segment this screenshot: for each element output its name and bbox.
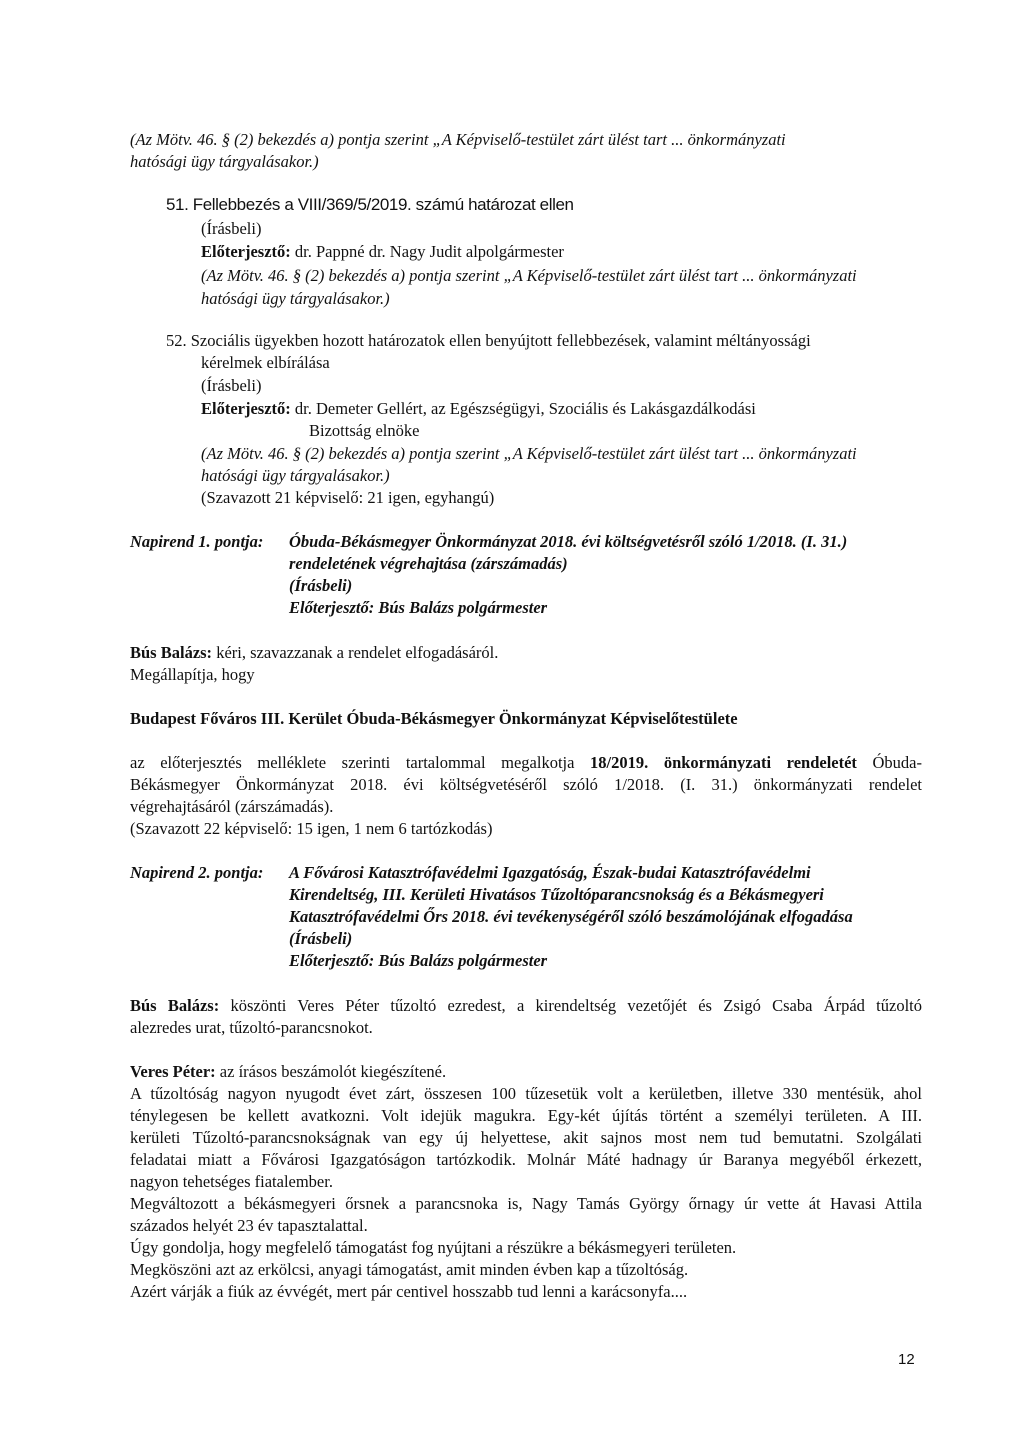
item-51-presenter	[201, 242, 564, 262]
agenda-2-title: A Fővárosi Katasztrófavédelmi Igazgatóság, Észak-budai Katasztrófavédelmi	[289, 863, 811, 882]
agenda-1-title-cont: rendeletének végrehajtása (zárszámadás)	[289, 554, 568, 573]
resolution-number: 18/2019. önkormányzati rendeletét	[590, 753, 857, 772]
agenda-2-written: (Írásbeli)	[289, 929, 353, 948]
item-51-legal-line: hatósági ügy tárgyalásakor.)	[201, 289, 390, 308]
agenda-1-label: Napirend 1. pontja:	[130, 532, 264, 551]
agenda-2-speech-1	[130, 996, 922, 1016]
agenda-2-label: Napirend 2. pontja:	[130, 863, 264, 882]
agenda-1-body: Budapest Főváros III. Kerület Óbuda-Békásmegyer Önkormányzat Képviselőtestülete	[130, 709, 738, 728]
item-52-legal-line: (Az Mötv. 46. § (2) bekezdés a) pontja szerint „A Képviselő-testület zárt ülést tart ... önkormányzati	[201, 444, 857, 463]
agenda-1-vote: (Szavazott 22 képviselő: 15 igen, 1 nem 6 tartózkodás)	[130, 819, 493, 838]
legal-reference-line: hatósági ügy tárgyalásakor.)	[130, 152, 319, 171]
agenda-2-title-cont: Katasztrófavédelmi Őrs 2018. évi tevékenységéről szóló beszámolójának elfogadása	[289, 907, 853, 926]
agenda-1-title: Óbuda-Békásmegyer Önkormányzat 2018. évi költségvetésről szóló 1/2018. (I. 31.)	[289, 532, 848, 551]
legal-reference-line: (Az Mötv. 46. § (2) bekezdés a) pontja szerint „A Képviselő-testület zárt ülést tart ... önkormányzati	[130, 130, 786, 149]
resolution-text: az előterjesztés melléklete szerinti tartalommal megalkotja	[130, 753, 591, 772]
item-52-title-cont: kérelmek elbírálása	[201, 353, 330, 372]
presenter-label: Előterjesztő:	[201, 399, 291, 418]
item-52-presenter	[201, 399, 756, 419]
resolution-line: végrehajtásáról (zárszámadás).	[130, 797, 334, 816]
agenda-1-finding: Megállapítja, hogy	[130, 665, 255, 684]
item-51-legal-line: (Az Mötv. 46. § (2) bekezdés a) pontja szerint „A Képviselő-testület zárt ülést tart ... önkormányzati	[201, 266, 857, 285]
item-51-title: 51. Fellebbezés a VIII/369/5/2019. számú határozat ellen	[166, 195, 574, 214]
speech-text: kéri, szavazzanak a rendelet elfogadásáról.	[212, 643, 499, 662]
speech-line: alezredes urat, tűzoltó-parancsnokot.	[130, 1018, 373, 1037]
agenda-2-presenter: Előterjesztő: Bús Balázs polgármester	[289, 951, 548, 970]
presenter-name: dr. Pappné dr. Nagy Judit alpolgármester	[290, 242, 564, 261]
item-52-legal-line: hatósági ügy tárgyalásakor.)	[201, 466, 390, 485]
speech-line: Megköszöni azt az erkölcsi, anyagi támogatást, amit minden évben kap a tűzoltóság.	[130, 1260, 689, 1279]
presenter-name: dr. Demeter Gellért, az Egészségügyi, Szociális és Lakásgazdálkodási	[290, 399, 756, 418]
agenda-2-speech-2	[130, 1062, 446, 1082]
item-52-vote: (Szavazott 21 képviselő: 21 igen, egyhangú)	[201, 488, 495, 507]
resolution-text-cont: Óbuda-	[856, 753, 922, 772]
agenda-1-speech	[130, 643, 498, 663]
item-52-written: (Írásbeli)	[201, 376, 262, 395]
resolution-line	[130, 753, 922, 773]
speech-line: Megváltozott a békásmegyeri őrsnek a parancsnoka is, Nagy Tamás György őrnagy úr vette át Havasi Attila	[130, 1194, 922, 1213]
agenda-2-title-cont: Kirendeltség, III. Kerületi Hivatásos Tűzoltóparancsnokság és a Békásmegyeri	[289, 885, 824, 904]
speech-text: köszönti Veres Péter tűzoltó ezredest, a kirendeltség vezetőjét és Zsigó Csaba Árpád tűzoltó	[219, 996, 922, 1015]
speech-line: százados helyét 23 év tapasztalattal.	[130, 1216, 368, 1235]
item-52-title: 52. Szociális ügyekben hozott határozatok ellen benyújtott fellebbezések, valamint méltányossági	[166, 331, 811, 350]
speech-line: Úgy gondolja, hogy megfelelő támogatást fog nyújtani a részükre a békásmegyeri területen.	[130, 1238, 737, 1257]
agenda-1-written: (Írásbeli)	[289, 576, 353, 595]
item-52-presenter-cont: Bizottság elnöke	[309, 421, 420, 440]
speaker-name: Bús Balázs:	[130, 996, 220, 1015]
speech-line: feladatai miatt a Fővárosi Igazgatóságon tartózkodik. Molnár Máté hadnagy úr Baranya megyéből érkezett,	[130, 1150, 922, 1169]
speech-line: nagyon tehetséges fiatalember.	[130, 1172, 333, 1191]
speech-line: Azért várják a fiúk az évvégét, mert pár centivel hosszabb tud lenni a karácsonyfa....	[130, 1282, 688, 1301]
presenter-label: Előterjesztő:	[201, 242, 291, 261]
agenda-1-presenter: Előterjesztő: Bús Balázs polgármester	[289, 598, 548, 617]
speech-line: kerületi Tűzoltó-parancsnokságnak van egy új helyettese, akit sajnos most nem tud bemutatni. Szolgálati	[130, 1128, 922, 1147]
speech-line: A tűzoltóság nagyon nyugodt évet zárt, összesen 100 tűzesetük volt a kerületben, illetve 330 mentésük, ahol	[130, 1084, 922, 1103]
speech-text: az írásos beszámolót kiegészítené.	[215, 1062, 447, 1081]
item-51-written: (Írásbeli)	[201, 219, 262, 238]
speaker-name: Bús Balázs:	[130, 643, 213, 662]
speaker-name: Veres Péter:	[130, 1062, 216, 1081]
speech-line: ténylegesen be kellett avatkozni. Volt idejük magukra. Egy-két újítás történt a személyi területen. A III.	[130, 1106, 922, 1125]
page-number: 12	[898, 1351, 915, 1368]
resolution-line: Békásmegyer Önkormányzat 2018. évi költségvetéséről szóló 1/2018. (I. 31.) önkormányzati rendelet	[130, 775, 922, 794]
